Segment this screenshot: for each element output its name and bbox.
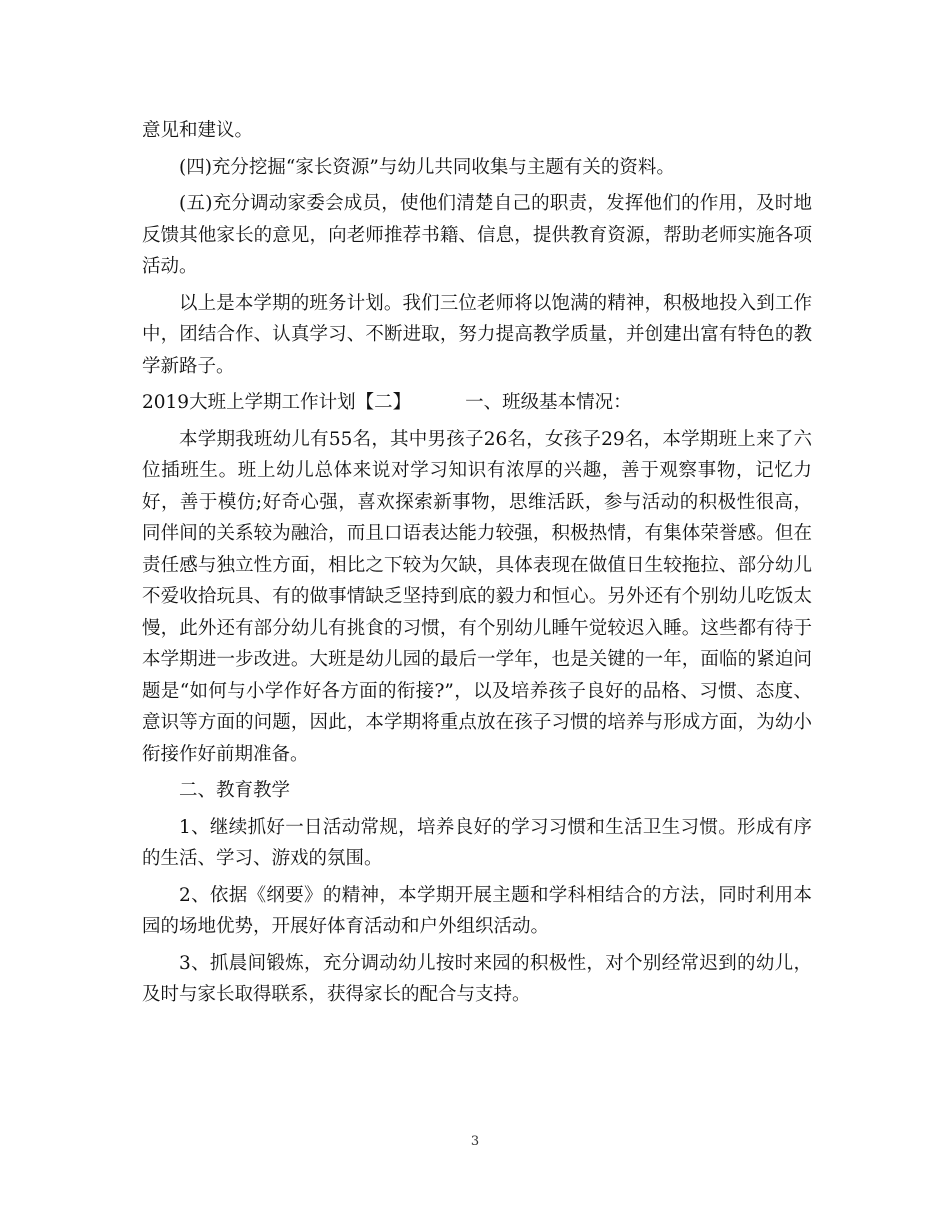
paragraph-education-heading: 二、教育教学 xyxy=(179,780,291,801)
paragraph-continuation: 意见和建议。 xyxy=(142,120,254,141)
page-number: 3 xyxy=(470,1134,480,1149)
paragraph-item-2: 2、依据《纲要》的精神，本学期开展主题和学科相结合的方法，同时利用本园的场地优势，开展好体育活动和户外组织活动。 xyxy=(142,884,812,937)
paragraph-item-3: 3、抓晨间锻炼，充分调动幼儿按时来园的积极性，对个别经常迟到的幼儿，及时与家长取得联系，获得家长的配合与支持。 xyxy=(142,952,812,1005)
paragraph-class-situation: 本学期我班幼儿有55名，其中男孩子26名，女孩子29名，本学期班上来了六位插班生。班上幼儿总体来说对学习知识有浓厚的兴趣，善于观察事物，记忆力好，善于模仿;好奇心强，喜欢探索新事物，思维活跃，参与活动的积极性很高，同伴间的关系较为融洽，而且口语表达能力较强，积极热情，有集体荣誉感。但在责任感与独立性方面，相比之下较为欠缺，具体表现在做值日生较拖拉、部分幼儿不爱收拾玩具、有的做事情缺乏坚持到底的毅力和恒心。另外还有个别幼儿吃饭太慢，此外还有部分幼儿有挑食的习惯，有个别幼儿睡午觉较迟入睡。这些都有待于本学期进一步改进。大班是幼儿园的最后一学年，也是关键的一年，面临的紧迫问题是“如何与小学作好各方面的衔接?”，以及培养孩子良好的品格、习惯、态度、意识等方面的问题，因此，本学期将重点放在孩子习惯的培养与形成方面，为幼小衔接作好前期准备。 xyxy=(142,428,812,765)
paragraph-summary: 以上是本学期的班务计划。我们三位老师将以饱满的精神，积极地投入到工作中，团结合作、认真学习、不断进取，努力提高教学质量，并创建出富有特色的教学新路子。 xyxy=(142,292,812,377)
section-heading-subtitle: 一、班级基本情况： xyxy=(465,392,632,413)
paragraph-parent-resources: (四)充分挖掘“家长资源”与幼儿共同收集与主题有关的资料。 xyxy=(179,156,675,178)
section-heading-title: 2019大班上学期工作计划【二】 xyxy=(142,392,412,413)
document-body xyxy=(142,115,812,1016)
section-heading xyxy=(142,387,812,419)
paragraph-item-1: 1、继续抓好一日活动常规，培养良好的学习习惯和生活卫生习惯。形成有序的生活、学习、游戏的氛围。 xyxy=(142,816,812,869)
paragraph-parent-committee: (五)充分调动家委会成员，使他们清楚自己的职责，发挥他们的作用，及时地反馈其他家长的意见，向老师推荐书籍、信息，提供教育资源，帮助老师实施各项活动。 xyxy=(142,193,812,277)
